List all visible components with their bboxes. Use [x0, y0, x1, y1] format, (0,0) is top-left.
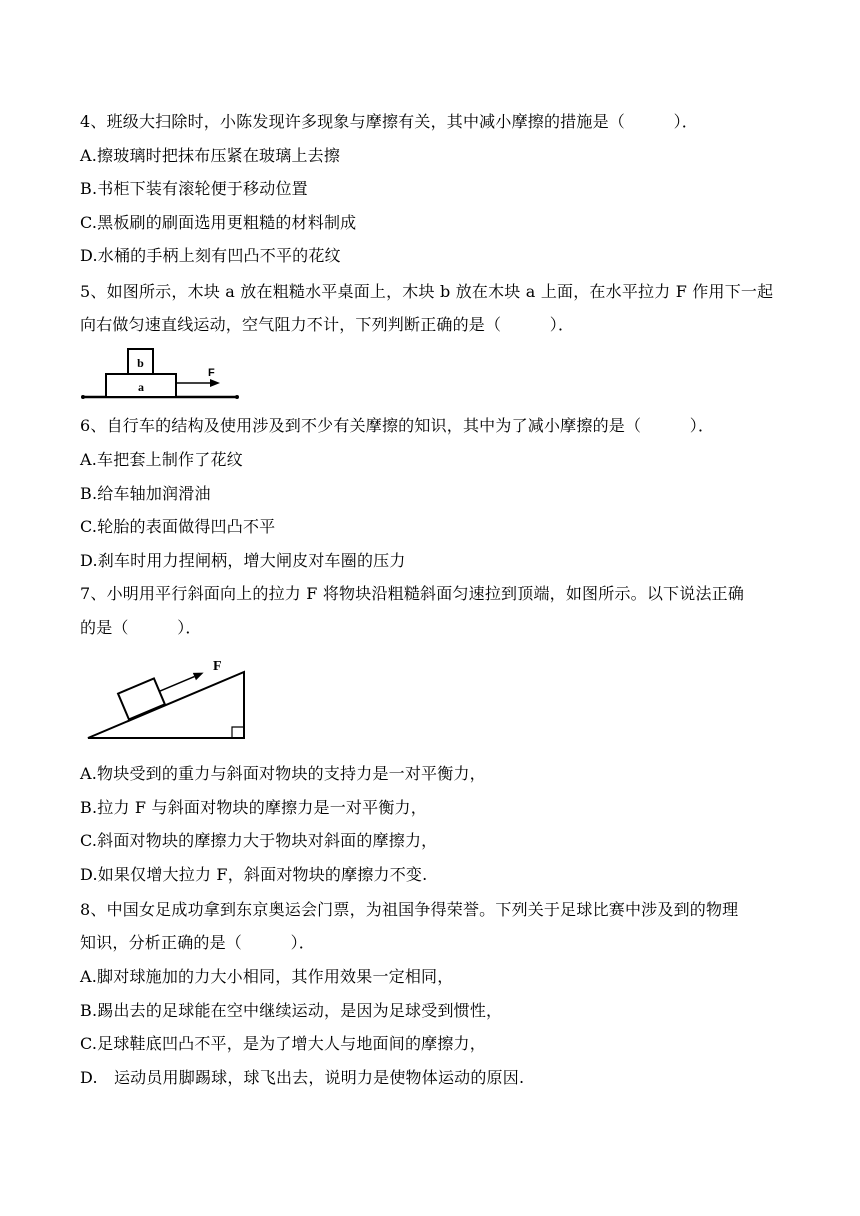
q5-stem-line-1: 5、如图所示，木块 a 放在粗糙水平桌面上，木块 b 放在木块 a 上面，在水平拉力 F 作用下一起	[80, 282, 774, 301]
force-label: F	[208, 367, 215, 379]
q8-option-c: C.足球鞋底凹凸不平，是为了增大人与地面间的摩擦力，	[80, 1034, 486, 1053]
incline	[88, 672, 244, 738]
q4-option-b: B.书柜下装有滚轮便于移动位置	[80, 179, 308, 198]
q7-option-b: B.拉力 F 与斜面对物块的摩擦力是一对平衡力，	[80, 798, 427, 817]
right-angle-mark	[232, 727, 244, 738]
block-a-label: a	[138, 380, 144, 394]
q4-option-a: A.擦玻璃时把抹布压紧在玻璃上去擦	[80, 146, 341, 165]
q8-option-a: A.脚对球施加的力大小相同，其作用效果一定相同，	[80, 967, 454, 986]
q6-option-a: A.车把套上制作了花纹	[80, 450, 243, 469]
pull-force-label: F	[213, 659, 222, 674]
q4-option-d: D.水桶的手柄上刻有凹凸不平的花纹	[80, 246, 341, 265]
q8-option-b: B.踢出去的足球能在空中继续运动，是因为足球受到惯性，	[80, 1001, 503, 1020]
q6-stem: 6、自行车的结构及使用涉及到不少有关摩擦的知识，其中为了减小摩擦的是（ ）．	[80, 416, 715, 435]
q4-stem: 4、班级大扫除时，小陈发现许多现象与摩擦有关，其中减小摩擦的措施是（ ）．	[80, 112, 698, 131]
q6-option-b: B.给车轴加润滑油	[80, 484, 211, 503]
q7-option-a: A.物块受到的重力与斜面对物块的支持力是一对平衡力，	[80, 764, 486, 783]
q7-stem-line-2: 的是（ ）．	[80, 618, 202, 637]
q4-option-c: C.黑板刷的刷面选用更粗糙的材料制成	[80, 213, 357, 232]
q7-stem-line-1: 7、小明用平行斜面向上的拉力 F 将物块沿粗糙斜面匀速拉到顶端，如图所示。以下说法正确	[80, 584, 745, 603]
q6-option-d: D.刹车时用力捏闸柄，增大闸皮对车圈的压力	[80, 551, 406, 570]
q7-option-d: D.如果仅增大拉力 F，斜面对物块的摩擦力不变.	[80, 865, 428, 884]
q6-option-c: C.轮胎的表面做得凹凸不平	[80, 517, 276, 536]
block-b-label: b	[137, 356, 144, 370]
block-on-incline	[118, 660, 209, 720]
pull-force-arrow	[159, 677, 194, 692]
q7-incline-figure	[80, 650, 255, 742]
q8-stem-line-2: 知识，分析正确的是（ ）．	[80, 933, 316, 952]
q5-blocks-figure	[80, 345, 240, 401]
q5-stem-line-2: 向右做匀速直线运动，空气阻力不计，下列判断正确的是（ ）．	[80, 315, 575, 334]
q8-stem-line-1: 8、中国女足成功拿到东京奥运会门票，为祖国争得荣誉。下列关于足球比赛中涉及到的物理	[80, 900, 739, 919]
q7-option-c: C.斜面对物块的摩擦力大于物块对斜面的摩擦力，	[80, 831, 438, 850]
q8-option-d: D. 运动员用脚踢球，球飞出去，说明力是使物体运动的原因.	[80, 1068, 525, 1087]
